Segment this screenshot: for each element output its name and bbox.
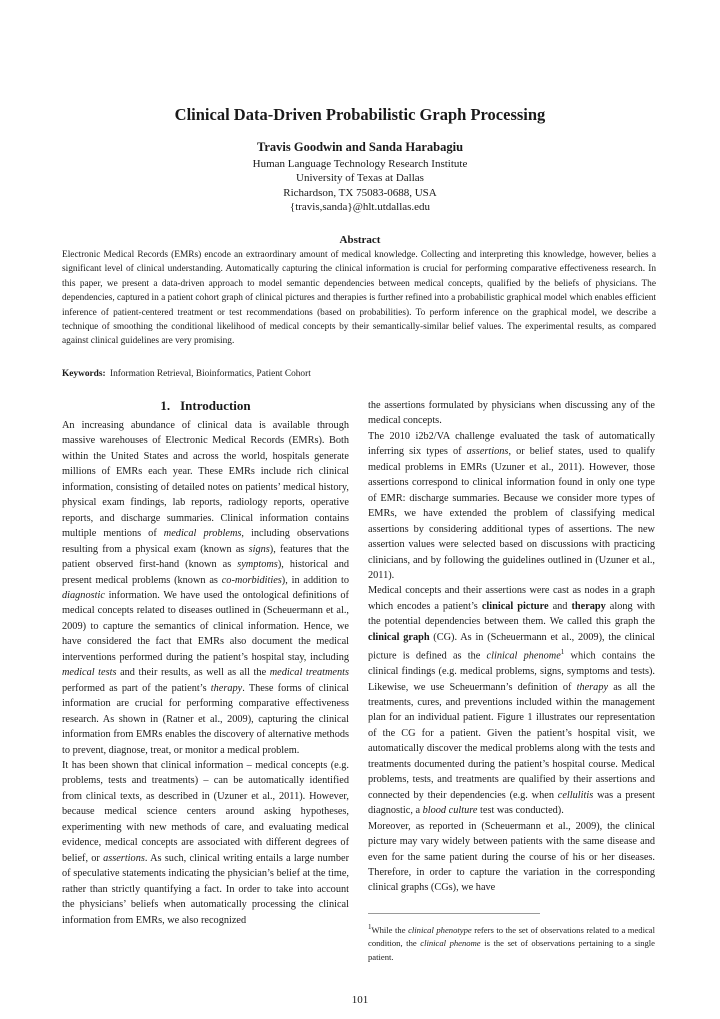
italic-term: medical problems <box>163 528 242 540</box>
italic-term: diagnostic <box>62 589 105 601</box>
italic-term: clinical phenome <box>486 650 561 662</box>
abstract-heading: Abstract <box>339 234 381 246</box>
keywords-label: Keywords: <box>62 369 106 379</box>
italic-term: blood culture <box>422 805 478 817</box>
italic-term: medical tests <box>62 667 117 679</box>
abstract-text: Electronic Medical Records (EMRs) encode an extraordinary amount of medical knowledge. Collecting and interpreting this knowledge, however, belies a significant level of clinical understanding. Automatically capturing the clinical information is crucial for performing comparative effectiveness research. In this paper, we present a data-driven approach to model semantic dependencies between medical concepts, qualified by the beliefs of physicians. The dependencies, captured in a patient cohort graph of clinical pictures and therapies is further refined into a probabilistic graphical model which enables efficient inference of patient-centered treatment or test recommendations (based on probabilities). To perform inference on the graphical model, we describe a technique of smoothing the conditional likelihood of medical concepts by their semantically-similar belief values. The experimental results, as compared against clinical guidelines are very promising. <box>62 250 656 347</box>
italic-term: assertions <box>103 852 145 864</box>
page-number: 101 <box>351 994 369 1006</box>
italic-term: medical treatments <box>269 667 349 679</box>
italic-term: assertions <box>466 446 509 458</box>
left-column <box>62 398 349 928</box>
paper-title: Clinical Data-Driven Probabilistic Graph Processing <box>174 105 546 124</box>
italic-term: co-morbidities <box>221 574 282 586</box>
affiliation-institute: Human Language Technology Research Institute <box>252 158 468 170</box>
affiliation-university: University of Texas at Dallas <box>296 172 424 185</box>
bold-term: therapy <box>571 600 606 612</box>
affiliation-email: {travis,sanda}@hlt.utdallas.edu <box>289 200 431 213</box>
author-names: Travis Goodwin and Sanda Harabagiu <box>256 140 464 154</box>
italic-term: cellulitis <box>557 789 594 801</box>
footnote-1: $^1$While the clinical phenotype refers to the set of observations related to a medical condition, the clinical phenome is the set of observations pertaining to a single patient. <box>368 923 655 962</box>
italic-term: clinical phenotype <box>408 924 472 935</box>
section-title: Introduction <box>180 398 251 413</box>
left-column-text: An increasing abundance of clinical data is available through massive warehouses of Electronic Medical Records (EMRs). Both within the United States and across the world, hospitals generate millions of EMRs each year. These EMRs include rich clinical information, consisting of detailed notes on patients’ medical history, physical exam findings, lab reports, radiology reports, operative reports, and discharge summaries. Clinical information contains multiple mentions of medical problems, including observations resulting from a physical exam (known as signs), features that the patient observed first-hand (known as symptoms), historical and present medical problems (known as co-morbidities), in addition to diagnostic information. We have used the ontological definitions of medical concepts related to diseases outlined in (Scheuermann et al., 2009) to capture the semantics of clinical information. Hence, we have considered the fact that EMRs also document the medical interventions performed during the patient’s hospital stay, including medical tests and their results, as well as all the medical treatments performed as part of the patient’s therapy. These forms of clinical information are crucial for performing comparative effectiveness research. As shown in (Ratner et al., 2009), capturing the clinical information from EMRs enables the discovery of alternative methods to prevent, diagnose, treat, or monitor a medical problem. It has been shown that clinical information – medical concepts (e.g. problems, tests and treatments) – can be automatically identified from clinical texts, as described in (Uzuner et al., 2011). However, because medical science centers around asking hypotheses, experimenting with new methods of care, and evaluating medical evidence, medical concepts are associated with different degrees of belief, or assertions. As such, clinical writing entails a large number of speculative statements indicating the physician’s belief at the time, rather than strictly quantifying a fact. In order to take into account the physicians’ beliefs when automatically processing the clinical information from EMRs, we also recognized <box>62 420 349 926</box>
keywords-text: Information Retrieval, Bioinformatics, Patient Cohort <box>109 369 311 379</box>
italic-term: therapy <box>210 682 243 694</box>
right-column-text: the assertions formulated by physicians when discussing any of the medical concepts. The 2010 i2b2/VA challenge evaluated the task of automatically inferring six types of assertions, or belief states, used to qualify medical problems in EMRs (Uzuner et al., 2011). However, those assertions correspond to clinical information found in only one type of EMR: discharge summaries. Because we consider more types of EMRs, we have extended the problem of classifying medical assertions by considering additional types of assertions. The new assertion values were selected based on discussions with practicing clinicians, and by following the guidelines outlined in (Uzuner et al., 2011). Medical concepts and their assertions were cast as nodes in a graph which encodes a patient’s clinical picture and therapy along with the potential dependencies between them. We called this graph the clinical graph (CG). As in (Scheuermann et al., 2009), the clinical picture is defined as the clinical phenome$^1$ which contains the clinical findings (e.g. medical problems, signs, symptoms and tests). Likewise, we use Scheuermann’s definition of therapy as all the treatments, cures, and preventions included within the management plan for an individual patient. Figure 1 illustrates our representation of the CG for a patient. Given the patient’s hospital visit, we automatically discover the medical problems along with the tests and treatments documented during the patient’s hospital course. Medical problems, tests, and treatments are qualified by their assertions and connected by their dependencies (e.g. when cellulitis was a present diagnostic, a blood culture test was conducted). Moreover, as reported in (Scheuermann et al., 2009), the clinical picture may vary widely between patients with the same disease and even for the same patient during the course of his or her diseases. Therefore, in order to capture the variation in the corresponding clinical graphs (CGs), we have <box>368 400 655 894</box>
bold-term: clinical graph <box>368 631 430 643</box>
footnote-marker: 1 <box>368 923 372 931</box>
italic-term: signs <box>248 543 270 555</box>
right-column <box>368 398 655 896</box>
bold-term: clinical picture <box>481 600 549 612</box>
section-heading-introduction <box>62 398 349 414</box>
section-number: 1. <box>160 398 171 413</box>
keywords-line <box>62 369 656 379</box>
italic-term: therapy <box>576 681 609 693</box>
italic-term: symptoms <box>237 559 278 571</box>
affiliation-address: Richardson, TX 75083-0688, USA <box>283 186 437 199</box>
footnote-rule <box>368 913 540 914</box>
footnote-marker: 1 <box>560 648 565 657</box>
affiliation-block <box>0 157 720 214</box>
italic-term: clinical phenome <box>420 938 481 949</box>
